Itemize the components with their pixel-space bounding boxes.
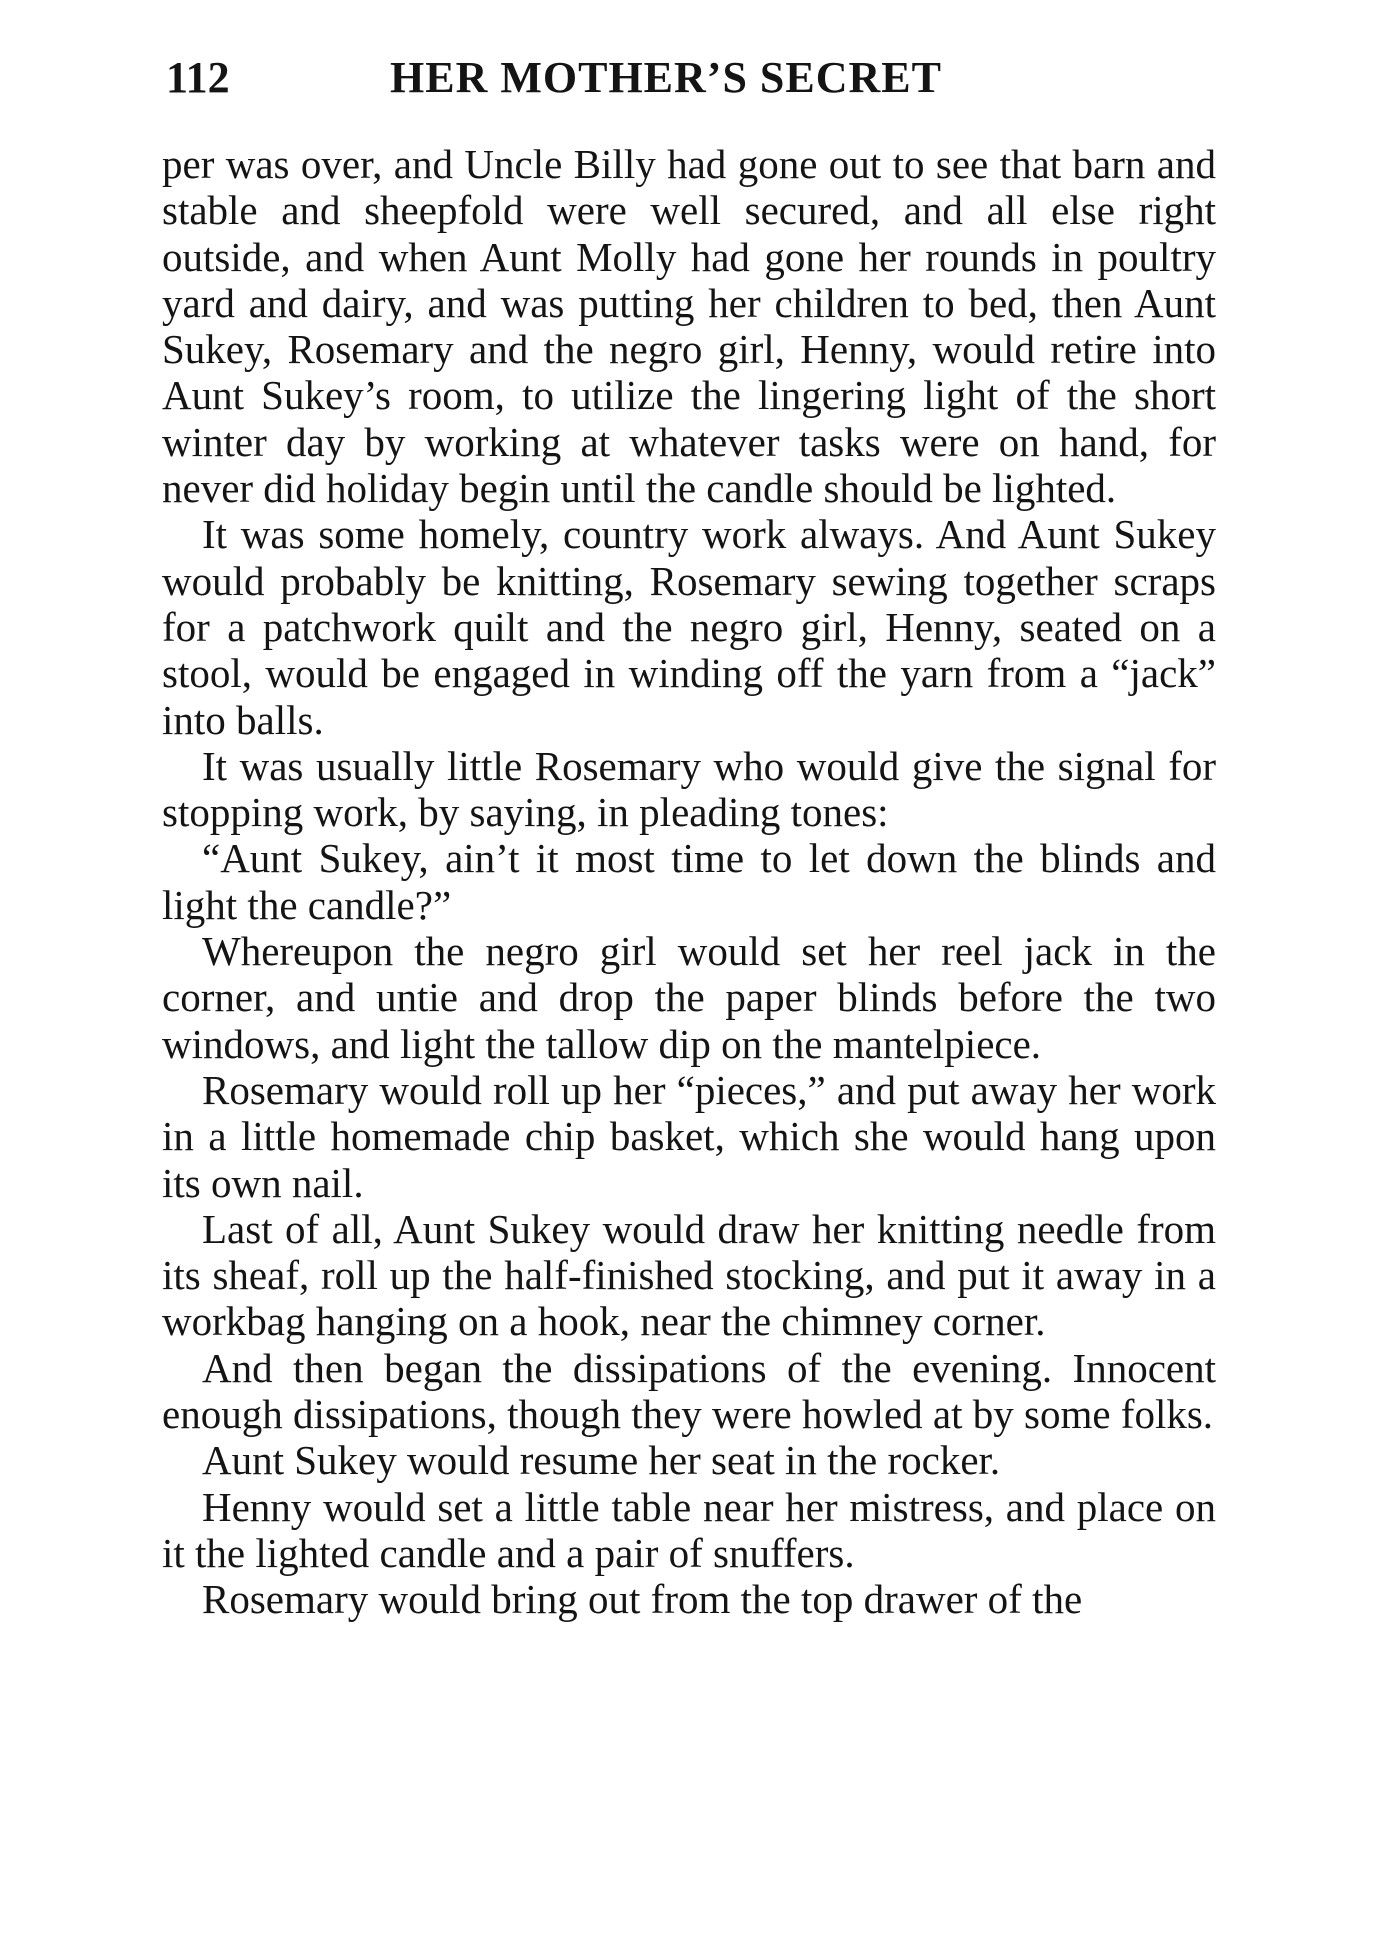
paragraph: Last of all, Aunt Sukey would draw her knitting needle from its sheaf, roll up the half-finished stocking, and put it away in a workbag hanging on a hook, near the chimney corner.	[162, 1205, 1216, 1345]
paragraph: Rosemary would roll up her “pieces,” and put away her work in a little homemade chip basket, which she would hang upon its own nail.	[162, 1066, 1216, 1206]
paragraph: Rosemary would bring out from the top drawer of the	[202, 1576, 1083, 1623]
running-head: HER MOTHER’S SECRET	[390, 53, 942, 102]
paragraph: And then began the dissipations of the evening. Innocent enough dissipations, though they were howled at by some folks.	[162, 1344, 1216, 1438]
paragraph: per was over, and Uncle Billy had gone out to see that barn and stable and sheepfold were well secured, and all else right outside, and when Aunt Molly had gone her rounds in poultry yard and dairy, and was putting her children to bed, then Aunt Sukey, Rosemary and the negro girl, Henny, would retire into Aunt Sukey’s room, to utilize the lingering light of the short winter day by working at whatever tasks were on hand, for never did holiday begin until the candle should be lighted.	[162, 141, 1216, 512]
paragraph: “Aunt Sukey, ain’t it most time to let down the blinds and light the candle?”	[162, 835, 1216, 928]
paragraph: It was usually little Rosemary who would give the signal for stopping work, by saying, in pleading tones:	[162, 742, 1216, 836]
page-header	[166, 48, 1226, 108]
paragraph: Whereupon the negro girl would set her reel jack in the corner, and untie and drop the paper blinds before the two windows, and light the tallow dip on the mantelpiece.	[162, 928, 1216, 1067]
paragraph: Aunt Sukey would resume her seat in the rocker.	[202, 1437, 1001, 1484]
page-number: 112	[166, 53, 230, 102]
body-text	[162, 141, 1216, 1623]
paragraph: Henny would set a little table near her mistress, and place on it the lighted candle and a pair of snuffers.	[162, 1483, 1216, 1576]
paragraph: It was some homely, country work always. And Aunt Sukey would probably be knitting, Rosemary sewing together scraps for a patchwork quilt and the negro girl, Henny, seated on a stool, would be engaged in winding off the yarn from a “jack” into balls.	[162, 511, 1216, 743]
